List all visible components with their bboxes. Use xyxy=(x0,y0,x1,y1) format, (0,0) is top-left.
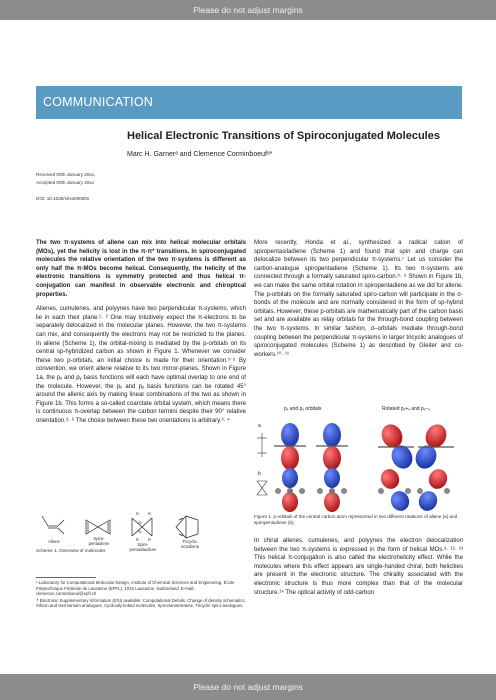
tricyclic-ring xyxy=(176,516,198,538)
left-column xyxy=(36,239,246,425)
left-body-text: Allenes, cumulenes, and polyynes have two perpendicular π-systems, which lie in each their plane.¹· ² One may intuitively expect the π-electrons to be separately delocalized in the molecular planes. However, the two π-systems can mix, and consequently the electrons may not be restricted to the planes. In allene (Scheme 1), the orbital-mixing is mediated by the p-orbitals on its central sp-hybridized carbon as shown in Figure 1. Whenever we consider these two p-orbitals, an initial choice is made for their orientation.³⁻⁵ By convention, we orient allene relative to its two mirror-planes. Shown in Figure 1a, the pₓ and pᵧ basis functions will each have optimal overlap to one end of the molecule. However, the pₓ and pᵧ basis functions can be rotated 45° around the allenic axis by making linear combinations of the two as shown in Figure 1b. This forms a so-called coarctate orbital system, which means there is continuous π-overlap between the carbon termini despite their 90° relative orientation.³· ⁶ The choice between these two orientations is arbitrary.³· ⁴ xyxy=(36,306,246,424)
section-banner xyxy=(36,86,462,119)
allene-rotated-orbital-1 xyxy=(378,421,416,472)
allene-axis-icon xyxy=(257,433,267,457)
abstract: The two π-systems of allene can mix into helical molecular orbitals (MOs), yet the helicity is lost in the π-π* transitions. In spiroconjugated molecules the relative orientation of the two π-systems is different as only half the π-MOs become helical. Consequently, the helicity of the electronic transitions is symmetry protected and thus helical π-conjugation can manifest in observable electronic and chiroptical properties. xyxy=(36,240,246,298)
spiro-rotated-orbital-2 xyxy=(416,466,451,513)
substituent-r: R xyxy=(148,511,151,516)
allene-bond xyxy=(42,516,48,526)
spiro-px-orbital xyxy=(275,468,305,512)
orbital-figure xyxy=(254,405,463,513)
allene-rotated-orbital-2 xyxy=(412,421,454,472)
panel-a-label: a xyxy=(258,423,261,429)
scheme-caption: Scheme 1. Overview of molecules xyxy=(36,548,106,553)
scheme-label-spiropentadiene: Spiro- pentadiene xyxy=(88,536,110,546)
scheme-label-allene: Allene xyxy=(48,539,60,544)
right-column-continued xyxy=(254,537,463,597)
spiro-rotated-orbital-1 xyxy=(378,466,413,513)
figure-header-left: pₓ and pᵧ orbitals xyxy=(284,406,322,412)
figure-caption: Figure 1. p-orbitals of the central carbon atom represented in two different rotations of allene (a) and spiropentadiene (b). xyxy=(254,514,458,525)
substituent-r: R xyxy=(148,537,151,542)
margin-warning-bottom: Please do not adjust margins xyxy=(0,674,496,700)
allene-bond xyxy=(58,528,64,534)
substituent-r: R xyxy=(136,537,139,542)
panel-b-label: b xyxy=(258,471,261,477)
margin-warning-top: Please do not adjust margins xyxy=(0,0,496,20)
allene-px-orbital xyxy=(274,423,306,470)
figure-header-right: Rotated pₓ+ᵧ and pₓ−ᵧ xyxy=(382,406,430,412)
spiro-py-orbital xyxy=(317,468,347,512)
spiro-axis-icon xyxy=(257,481,267,495)
silicon-atom: Si xyxy=(138,520,142,525)
silicon-atom: Si xyxy=(138,529,142,534)
esi-footnote: † Electronic Supplementary Information (ESI) available: Computational Details, Change of density schematics, Silicon and Germanium analogues, Cyclically-linked molecules, Spironanotetraene, Tricyclic spiro-analogues. xyxy=(36,597,246,609)
figure-1 xyxy=(254,405,463,513)
affiliation-footnote: ᵃ Laboratory for Computational Molecular Design, Institute of Chemical Sciences and Engineering, École Polytechnique Fédérale de Lausanne (EPFL), 1015 Lausanne, Switzerland. E-mail: clemence.corminboeuf@epfl.ch xyxy=(36,580,235,597)
right-body-text-2: In chiral allenes, cumulenes, and polyynes the electron delocalization between the two π-systems is expressed in the form of helical MOs.³· ¹²· ¹³ This helical π-conjugation is also called the electrohelicity effect. While the molecules where this effect appears are single-handed chiral, both helicities are present in the electronic structure. The chirality associated with the electronic structure is thus more complex than that of the molecular structure.¹⁴ The optical activity of odd-carbon xyxy=(254,538,463,596)
scheme-label-tricyclooctadiene: Tricyclo- octadiene xyxy=(180,539,200,549)
scheme-label-spiropentasiladiene: Spiro- pentasiladiene xyxy=(129,542,157,552)
right-column xyxy=(254,239,463,359)
allene-bond xyxy=(58,520,64,526)
allene-py-orbital xyxy=(316,423,348,470)
right-body-text: More recently, Honda et al., synthesized a radical cation of spiropentasiladiene (Scheme 1) and found that spin and charge can delocalize between its two perpendicular π-systems.⁷ Let us consider the carbon-analogue spiropentadiene (Scheme 1). Its two π-systems are connected through a formally saturated spiro-carbon.⁸· ⁹ Shown in Figure 1b, we can make the same orbital rotation in spiropentadiene as we did for allene. The p-orbitals on the formally saturated spiro-carbon will participate in the σ-bonds of the molecule and are normally considered in the form of sp-hybrid orbitals. However, these p-orbitals are mathematically part of the carbon basis set and are available as relay orbitals for the through-bond coupling between the two π-systems. In similar fashion, σ–orbitals mediate through-bond coupling between the perpendicular π-systems in larger tricyclic analogues of spiroconjugated molecules (Scheme 1) as described by Gleiter and co-workers.¹⁰· ¹¹ xyxy=(254,240,463,358)
author-line: Marc H. Garnerᵃ and Clemence Corminboeufᵃ* xyxy=(127,151,273,158)
accepted-date: Accepted 00th January 20xx xyxy=(36,180,94,185)
substituent-r: R xyxy=(136,511,139,516)
banner-label: COMMUNICATION xyxy=(43,95,153,109)
received-date: Received 00th January 20xx, xyxy=(36,172,96,177)
silicon-ring xyxy=(142,518,152,536)
footnotes xyxy=(36,580,246,610)
footnote-rule xyxy=(36,577,96,578)
article-title: Helical Electronic Transitions of Spiroconjugated Molecules xyxy=(127,130,440,142)
doi-line: DOI: 10.1039/x0xx00000x xyxy=(36,196,90,201)
